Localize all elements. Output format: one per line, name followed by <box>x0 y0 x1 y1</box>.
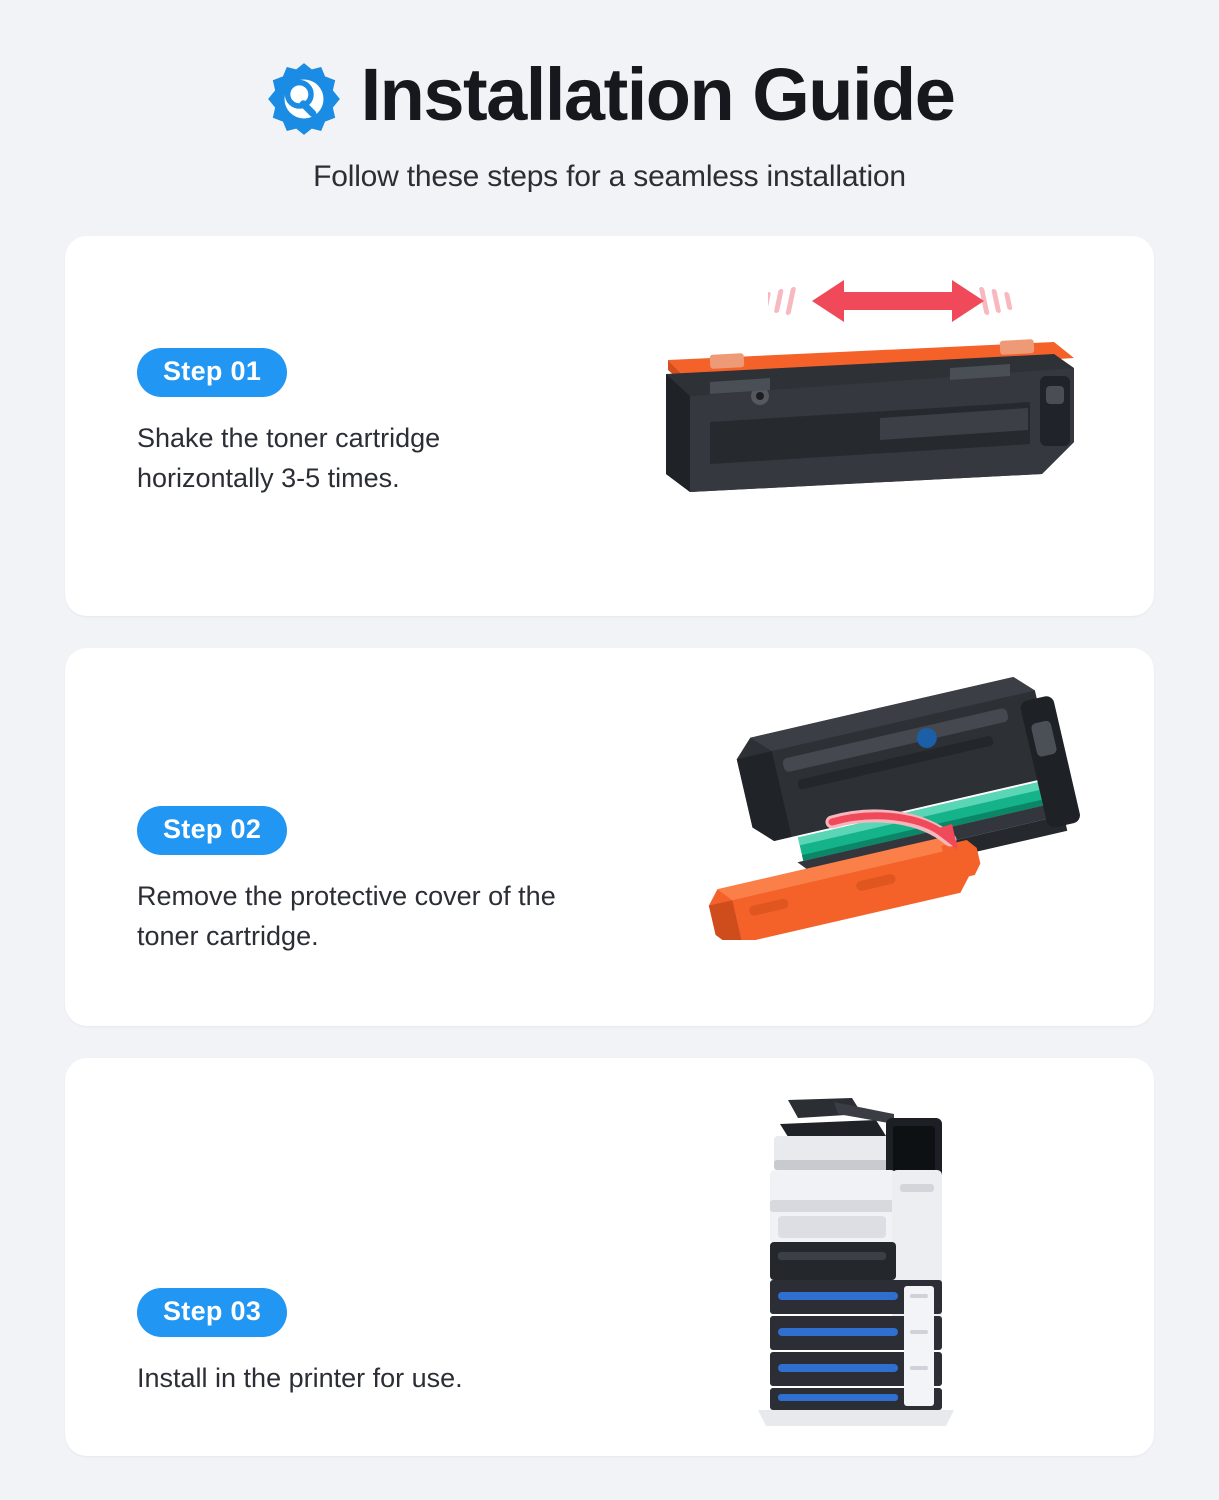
page-subtitle: Follow these steps for a seamless installation <box>313 160 906 193</box>
step-1-illustration <box>588 236 1154 616</box>
gear-wrench-icon <box>265 60 343 138</box>
double-headed-horizontal-arrow-icon <box>768 274 1028 328</box>
page-title: Installation Guide <box>360 53 955 136</box>
steps-list <box>65 236 1154 1456</box>
toner-cartridge-shake-image <box>650 324 1080 504</box>
step-card-1 <box>65 236 1154 616</box>
step-1-badge: Step 01 <box>137 348 287 397</box>
step-1-content <box>65 348 588 503</box>
step-2-illustration <box>588 648 1154 1026</box>
page-header <box>65 0 1154 194</box>
step-3-badge: Step 03 <box>137 1288 287 1337</box>
title-row <box>65 53 1154 136</box>
step-3-content <box>65 1116 588 1398</box>
multifunction-printer-image <box>734 1080 984 1430</box>
step-3-text: Install in the printer for use. <box>137 1362 463 1393</box>
toner-cartridge-cover-removal-image <box>706 670 1106 940</box>
step-card-2 <box>65 648 1154 1026</box>
step-2-text: Remove the protective cover of the toner cartridge. <box>137 881 556 951</box>
step-2-content <box>65 718 588 955</box>
step-2-badge: Step 02 <box>137 806 287 855</box>
step-3-illustration <box>588 1058 1154 1456</box>
step-card-3 <box>65 1058 1154 1456</box>
step-1-text: Shake the toner cartridge horizontally 3-5 times. <box>137 423 441 493</box>
